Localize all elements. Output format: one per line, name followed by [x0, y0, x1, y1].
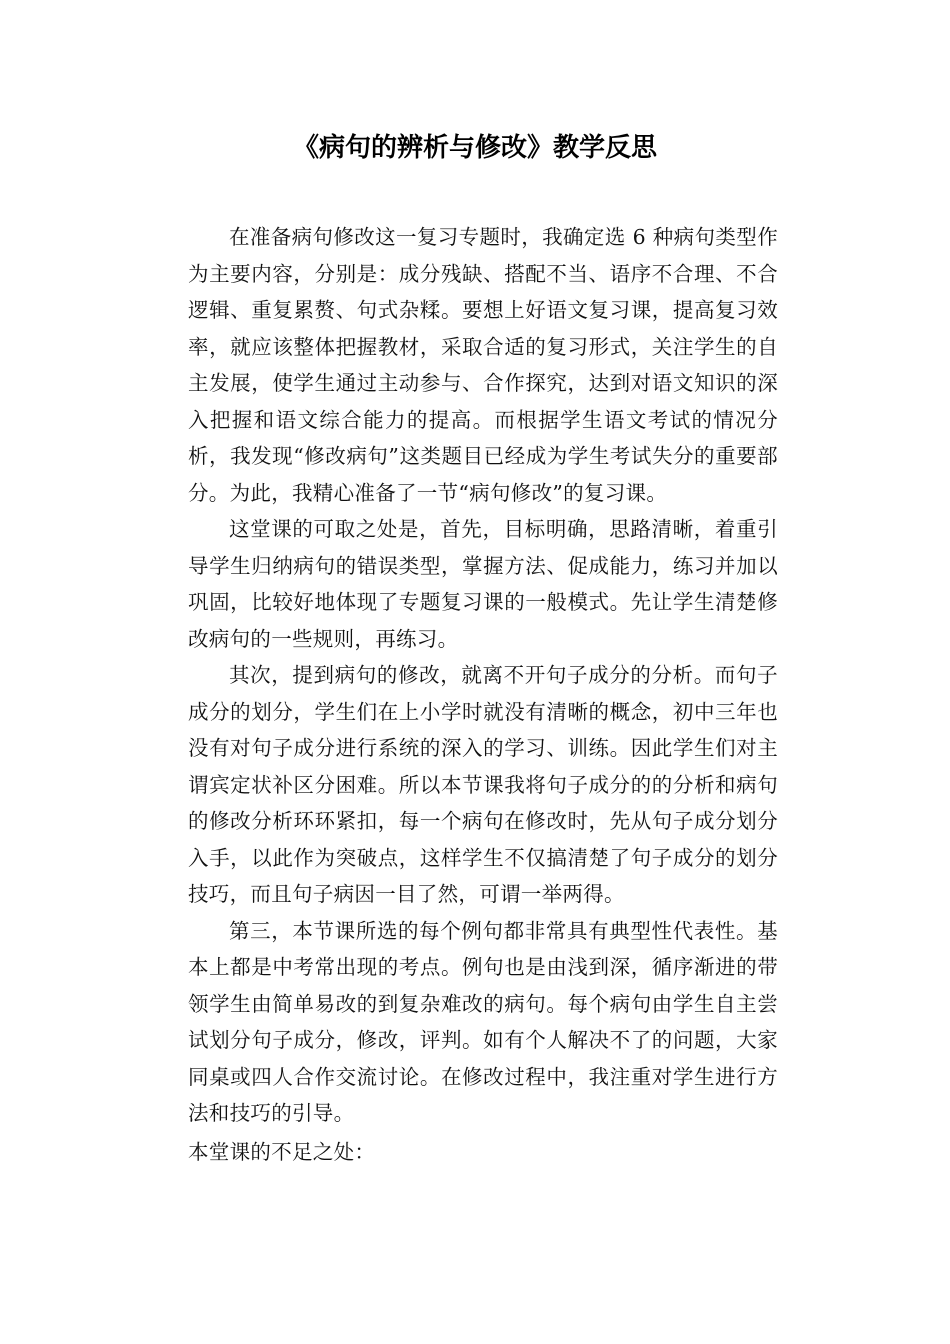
document-body [188, 219, 778, 1170]
paragraph-strength-third: 第三，本节课所选的每个例句都非常具有典型性代表性。基本上都是中考常出现的考点。例句也是由浅到深，循序渐进的带领学生由简单易改的到复杂难改的病句。每个病句由学生自主尝试划分句子成分，修改，评判。如有个人解决不了的问题，大家同桌或四人合作交流讨论。在修改过程中，我注重对学生进行方法和技巧的引导。 [188, 918, 778, 1125]
paragraph-strength-first: 这堂课的可取之处是，首先，目标明确，思路清晰，着重引导学生归纳病句的错误类型，掌握方法、促成能力，练习并加以巩固，比较好地体现了专题复习课的一般模式。先让学生清楚修改病句的一些规则，再练习。 [188, 517, 778, 651]
paragraph-shortcomings-heading: 本堂课的不足之处： [188, 1139, 376, 1164]
paragraph-strength-second: 其次，提到病句的修改，就离不开句子成分的分析。而句子成分的划分，学生们在上小学时就没有清晰的概念，初中三年也没有对句子成分进行系统的深入的学习、训练。因此学生们对主谓宾定状补区分困难。所以本节课我将句子成分的的分析和病句的修改分析环环紧扣，每一个病句在修改时，先从句子成分划分入手，以此作为突破点，这样学生不仅搞清楚了句子成分的划分技巧，而且句子病因一目了然，可谓一举两得。 [188, 663, 778, 906]
paragraph-intro: 在准备病句修改这一复习专题时，我确定选 6 种病句类型作为主要内容，分别是：成分残缺、搭配不当、语序不合理、不合逻辑、重复累赘、句式杂糅。要想上好语文复习课，提高复习效率，就应该整体把握教材，采取合适的复习形式，关注学生的自主发展，使学生通过主动参与、合作探究，达到对语文知识的深入把握和语文综合能力的提高。而根据学生语文考试的情况分析，我发现“修改病句”这类题目已经成为学生考试失分的重要部分。为此，我精心准备了一节“病句修改”的复习课。 [188, 225, 778, 505]
document-title: 《病句的辨析与修改》教学反思 [292, 133, 657, 163]
